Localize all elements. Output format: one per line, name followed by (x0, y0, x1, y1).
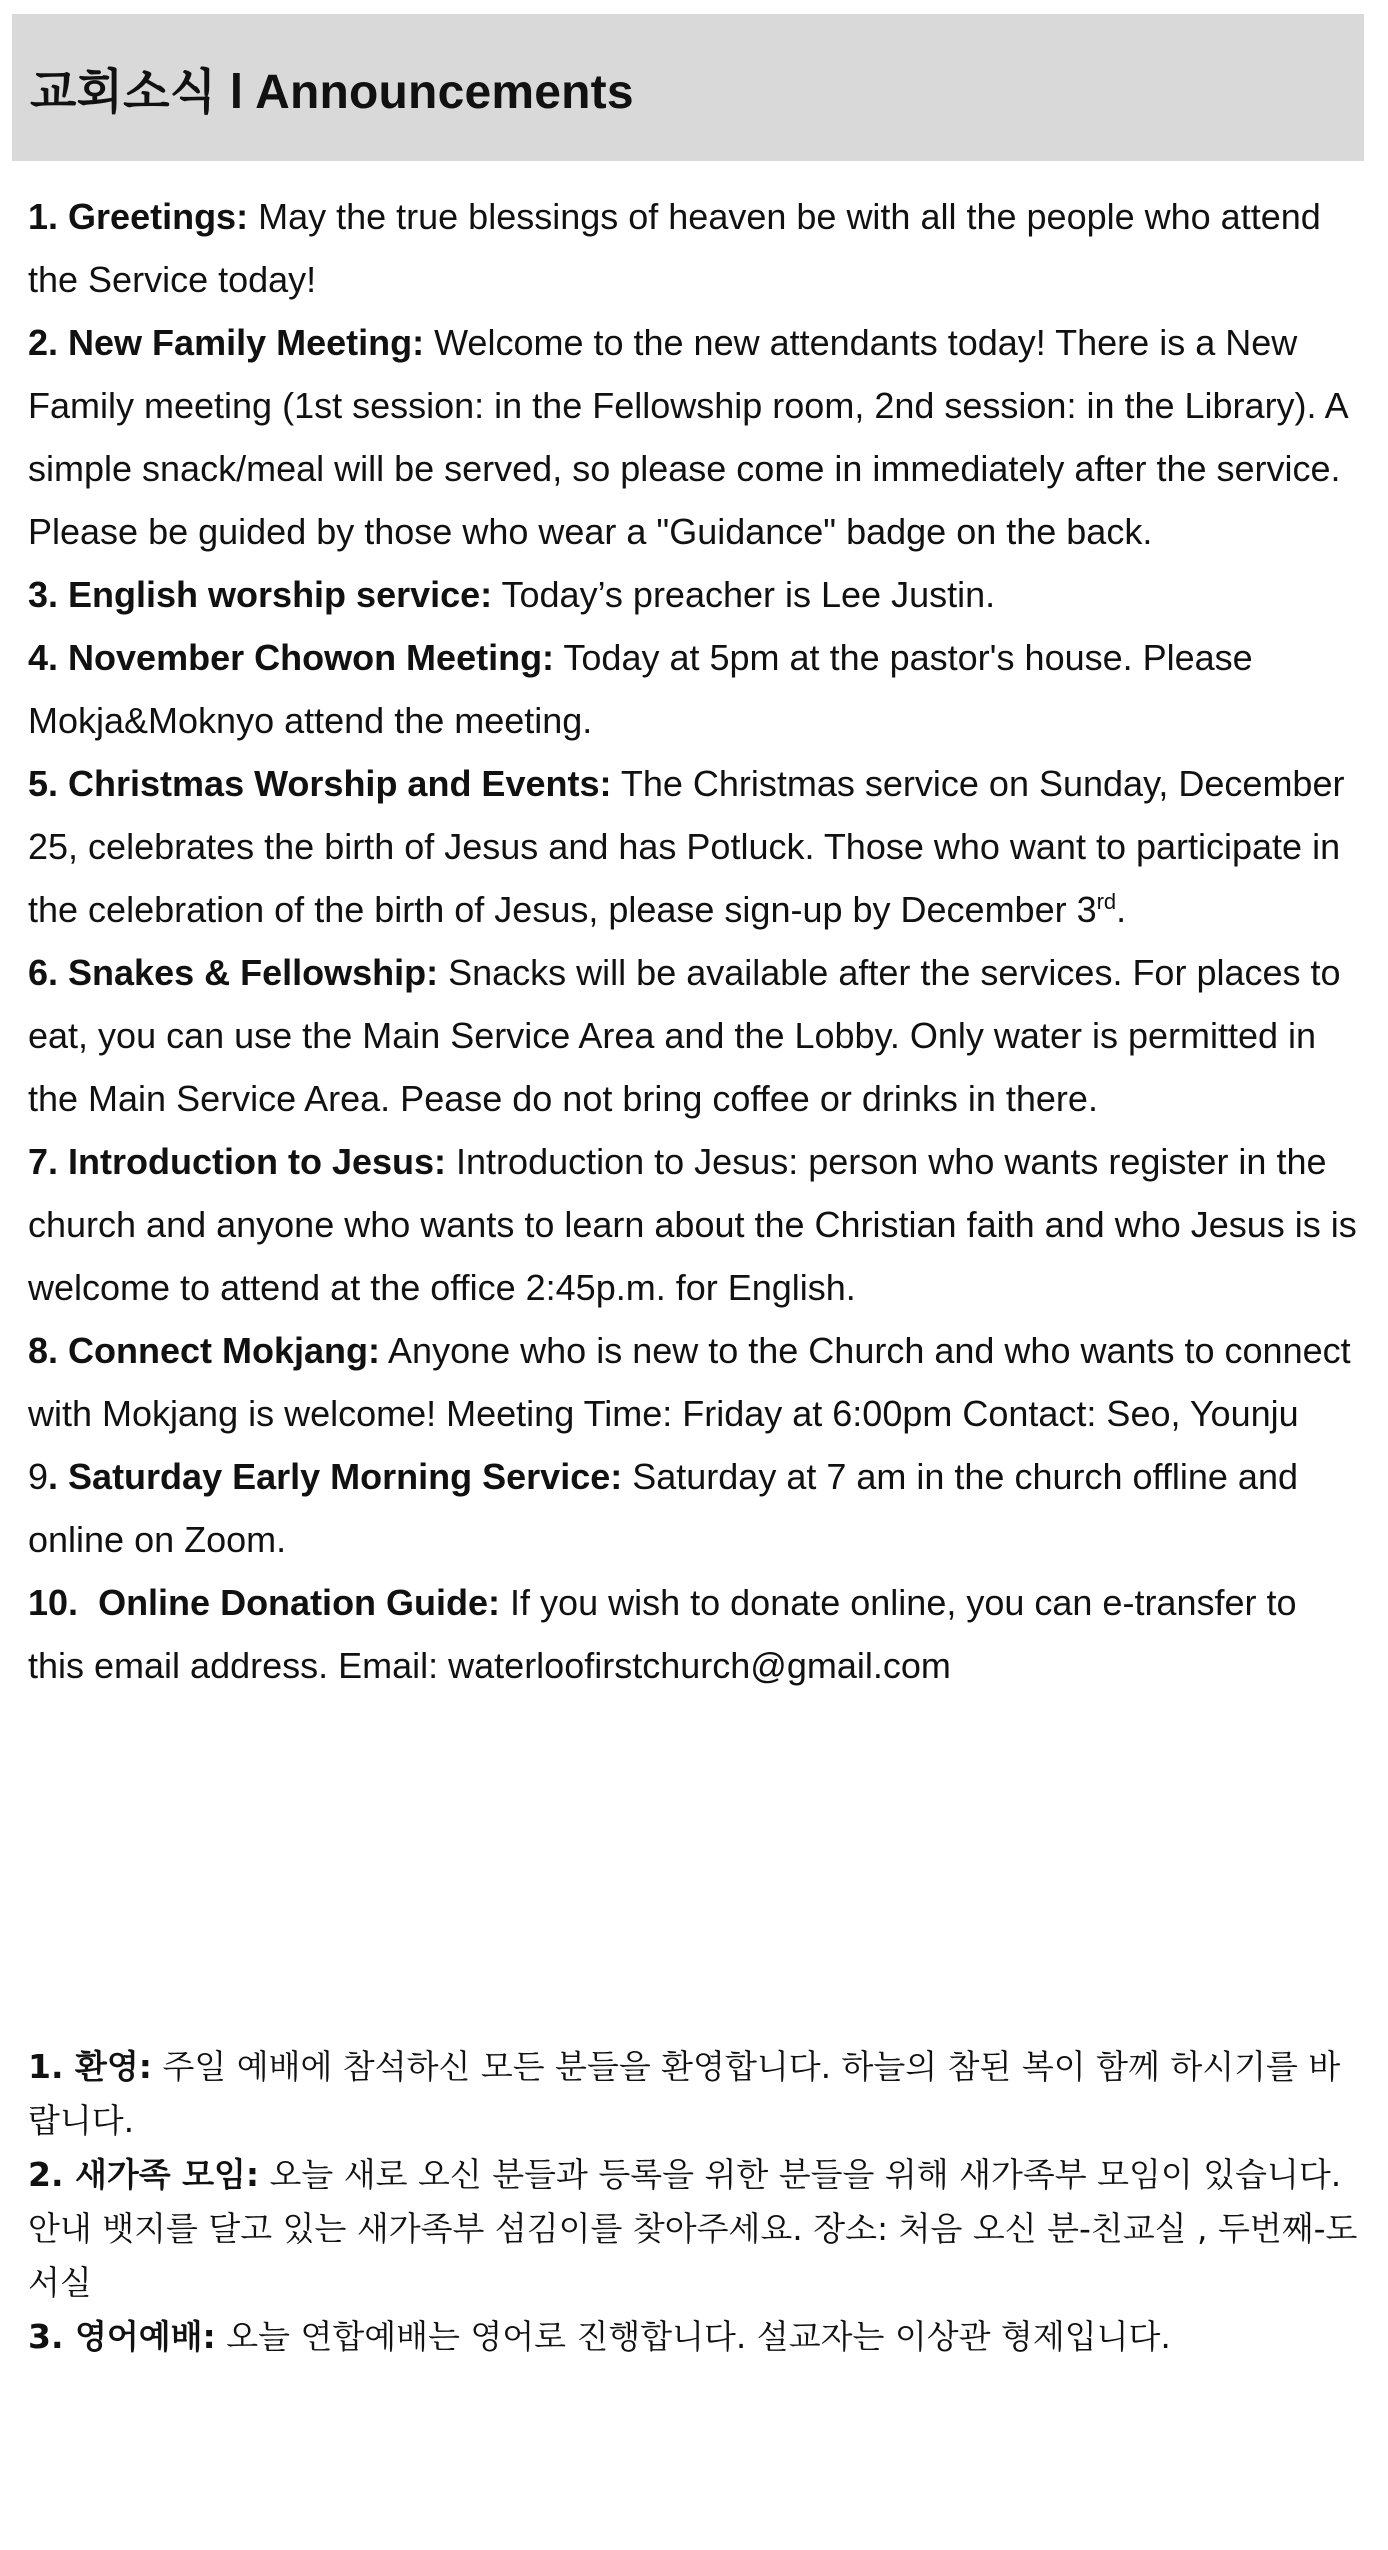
announcement-title-ko: 2. 새가족 모임: (28, 2155, 260, 2194)
announcement-item (28, 311, 1358, 563)
announcement-title: Christmas Worship and Events: (68, 763, 612, 804)
page-title: 교회소식 l Announcements (30, 66, 634, 119)
announcement-body: Saturday at 7 am in the church offline and online on Zoom. (28, 1456, 1298, 1560)
announcement-title: November Chowon Meeting: (68, 637, 555, 678)
announcement-item (28, 941, 1358, 1130)
announcement-body: The Christmas service on Sunday, December 25, celebrates the birth of Jesus and has Potluck. Those who want to participate in the celebration of the birth of Jesus, please sign-up by December 3 (28, 763, 1345, 930)
announcement-item-ko (28, 2040, 1358, 2148)
announcement-title: Greetings: (68, 196, 249, 237)
announcement-body: Introduction to Jesus: person who wants register in the church and anyone who wants to learn about the Christian faith and who Jesus is is welcome to attend at the office 2:45p.m. for English. (28, 1141, 1357, 1308)
announcement-body: Snacks will be available after the services. For places to eat, you can use the Main Service Area and the Lobby. Only water is permitted in the Main Service Area. Pease do not bring coffee or drinks in there. (28, 952, 1341, 1119)
announcement-number: 9 (28, 1456, 49, 1497)
english-announcements-list (28, 185, 1358, 1697)
announcement-item-ko (28, 2310, 1358, 2364)
announcement-number: 1. (28, 196, 69, 237)
announcement-body: Today at 5pm at the pastor's house. Please Mokja&Moknyo attend the meeting. (28, 637, 1253, 741)
announcement-body: May the true blessings of heaven be with all the people who attend the Service today! (28, 196, 1321, 300)
announcement-body: Welcome to the new attendants today! There is a New Family meeting (1st session: in the Fellowship room, 2nd session: in the Library). A simple snack/meal will be served, so please come in immediately after the service. Please be guided by those who wear a "Guidance" badge on the back. (28, 322, 1347, 552)
announcement-body-ko: 주일 예배에 참석하신 모든 분들을 환영합니다. 하늘의 참된 복이 함께 하시기를 바랍니다. (28, 2047, 1341, 2140)
announcement-title: Online Donation Guide: (98, 1582, 501, 1623)
announcement-item-ko (28, 2148, 1358, 2310)
announcement-item (28, 1130, 1358, 1319)
announcement-number: 6. (28, 952, 69, 993)
announcement-number: 5. (28, 763, 69, 804)
ordinal-suffix: rd (1096, 889, 1117, 914)
announcement-item (28, 1319, 1358, 1445)
announcement-title: Connect Mokjang: (68, 1330, 381, 1371)
announcement-number: 2. (28, 322, 69, 363)
announcement-title-ko: 3. 영어예배: (28, 2317, 216, 2356)
announcement-number: 8. (28, 1330, 69, 1371)
announcement-title: Snakes & Fellowship: (68, 952, 439, 993)
announcement-body: Anyone who is new to the Church and who wants to connect with Mokjang is welcome! Meeting Time: Friday at 6:00pm Contact: Seo, Younju (28, 1330, 1351, 1434)
announcement-body-ko: 오늘 새로 오신 분들과 등록을 위한 분들을 위해 새가족부 모임이 있습니다. 안내 뱃지를 달고 있는 새가족부 섬김이를 찾아주세요. 장소: 처음 오신 분-친교실 , 두번째-도서실 (28, 2155, 1358, 2302)
announcement-title-ko: 1. 환영: (28, 2047, 152, 2086)
announcement-body: Today’s preacher is Lee Justin. (492, 574, 996, 615)
announcement-item (28, 563, 1358, 626)
announcement-item (28, 626, 1358, 752)
announcement-title: . Saturday Early Morning Service: (48, 1456, 623, 1497)
announcement-title: English worship service: (68, 574, 493, 615)
announcement-number: 3. (28, 574, 69, 615)
announcement-body: If you wish to donate online, you can e-transfer to this email address. Email: waterloofirstchurch@gmail.com (28, 1582, 1297, 1686)
announcements-header (12, 14, 1364, 161)
announcement-item (28, 1571, 1358, 1697)
announcement-number: 10. (28, 1582, 99, 1623)
announcement-body-end: . (1116, 889, 1127, 930)
announcement-item (28, 185, 1358, 311)
announcement-number: 7. (28, 1141, 69, 1182)
korean-announcements-list (28, 2040, 1358, 2364)
announcement-item (28, 752, 1358, 941)
announcement-body-ko: 오늘 연합예배는 영어로 진행합니다. 설교자는 이상관 형제입니다. (215, 2317, 1171, 2356)
announcement-number: 4. (28, 637, 69, 678)
announcement-title: Introduction to Jesus: (68, 1141, 447, 1182)
announcement-item (28, 1445, 1358, 1571)
announcement-title: New Family Meeting: (68, 322, 425, 363)
